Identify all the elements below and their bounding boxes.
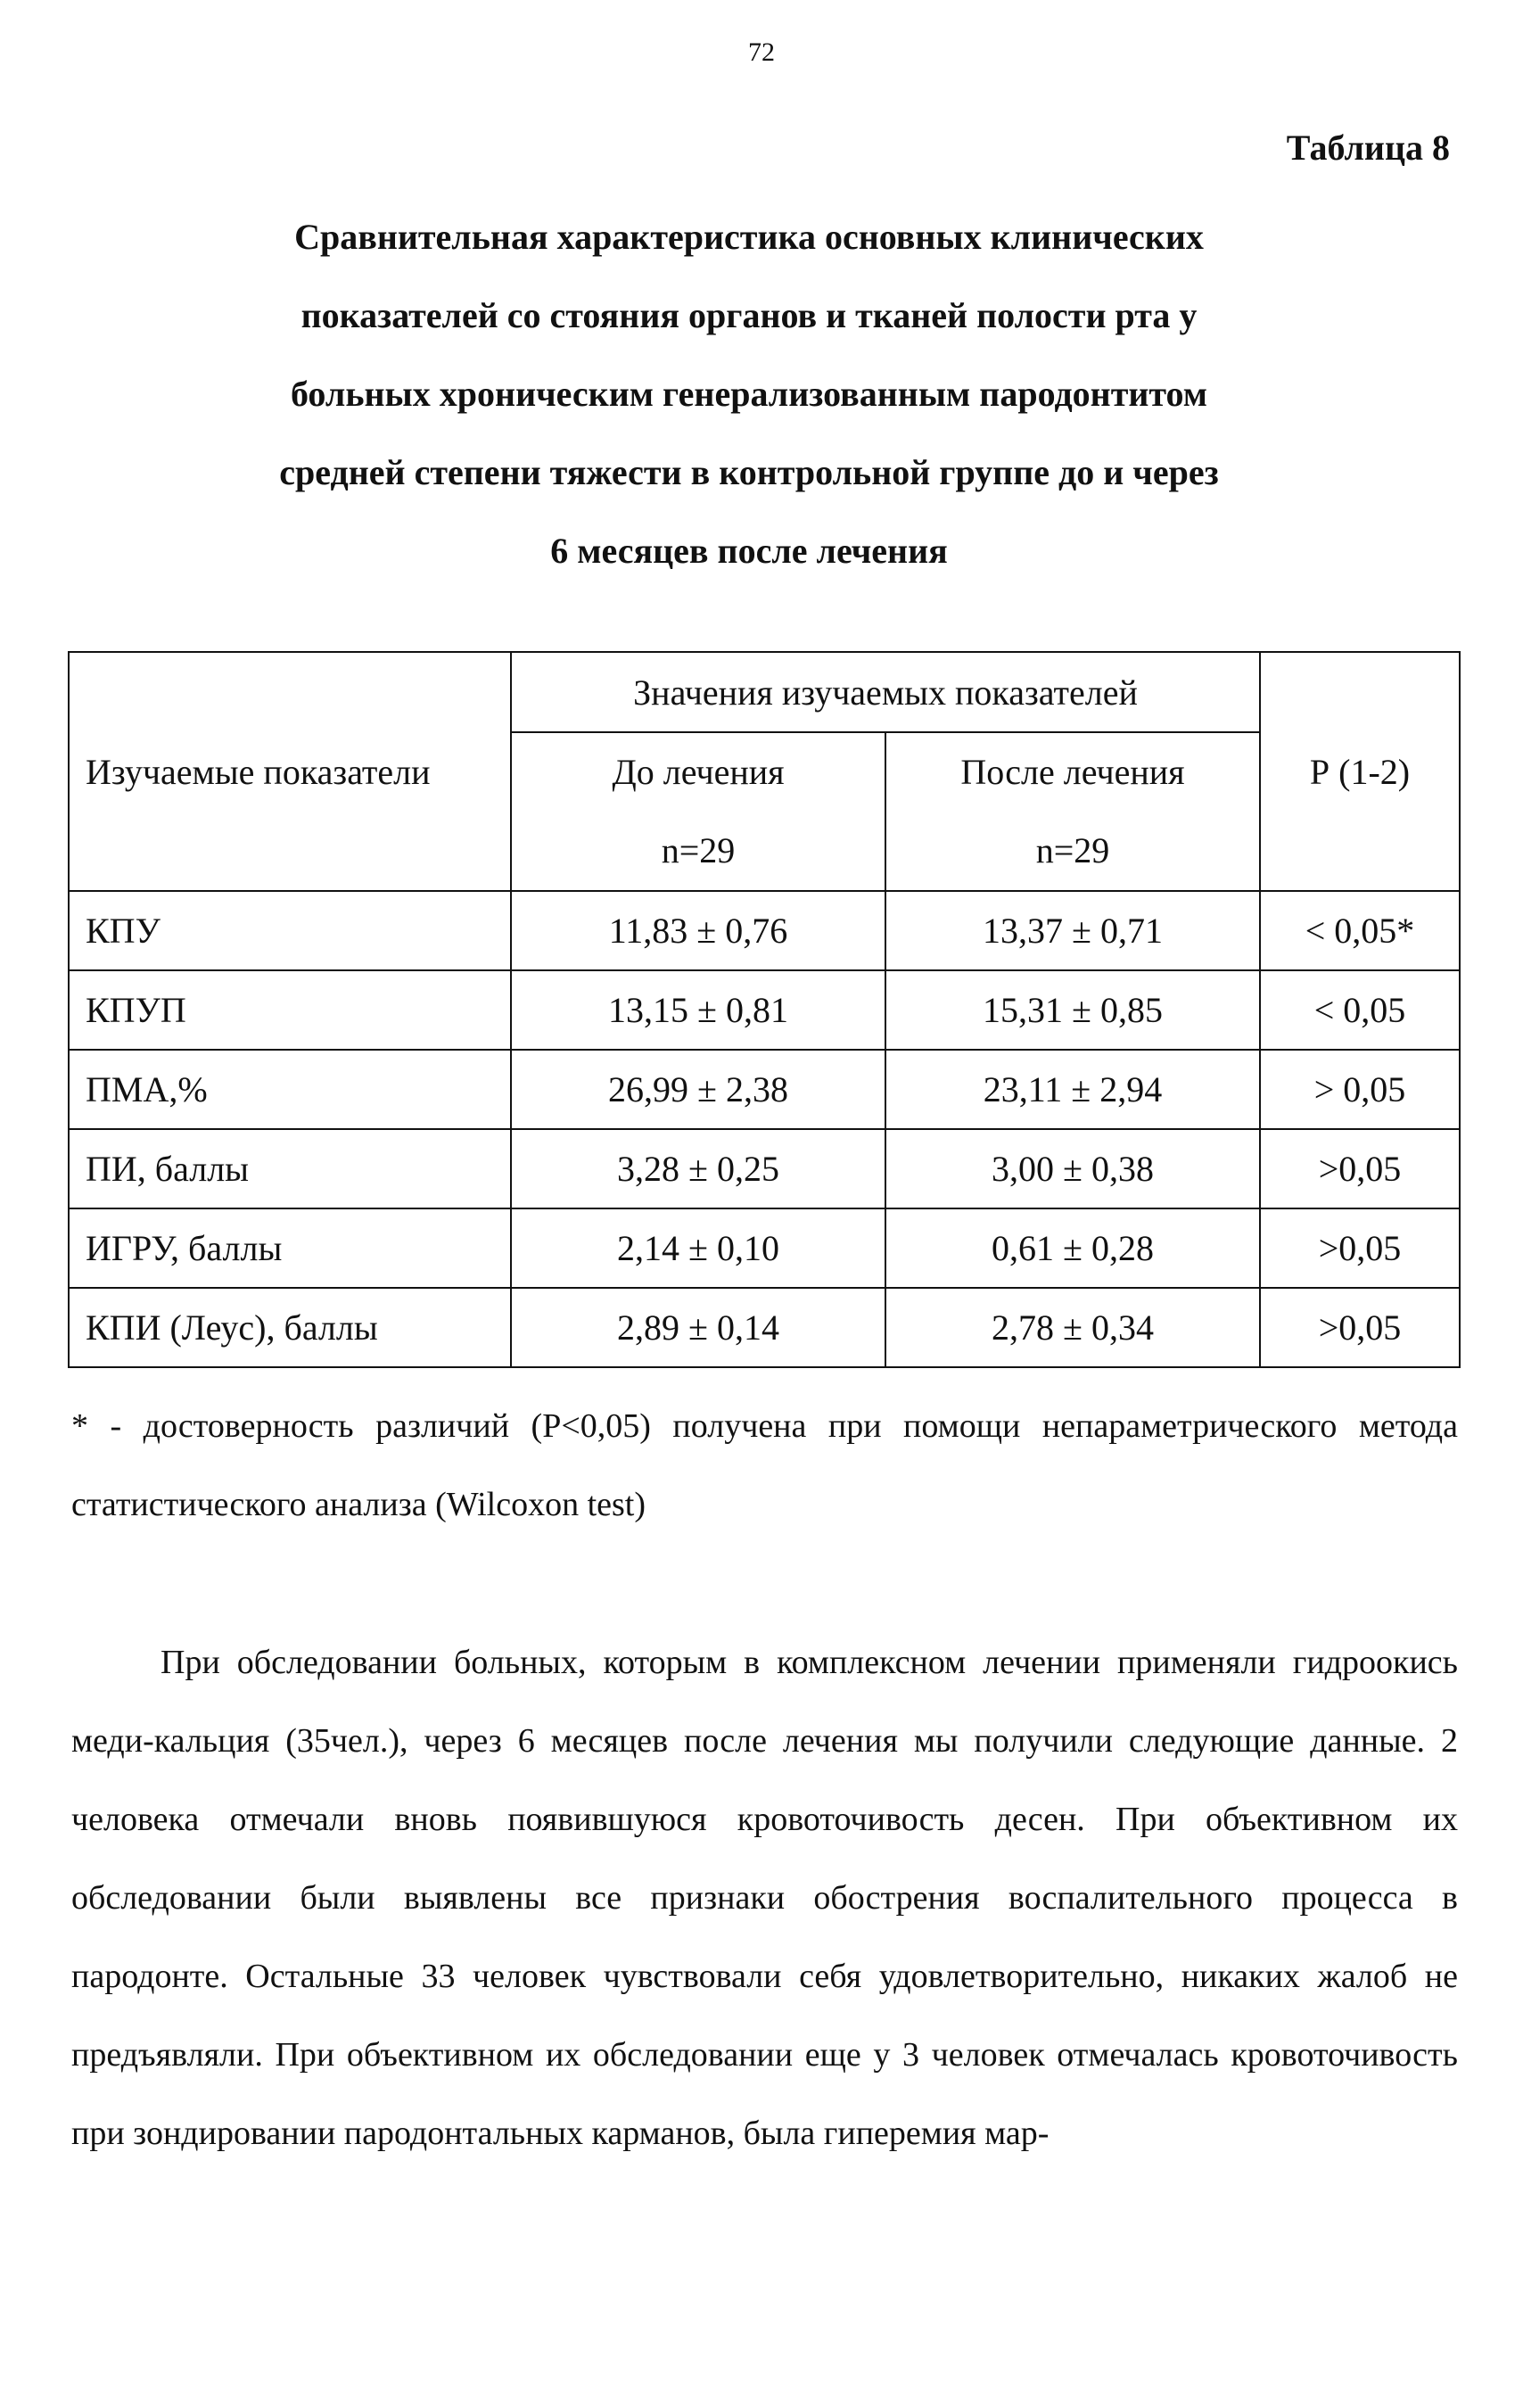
cell-p: < 0,05 xyxy=(1260,970,1460,1050)
table-row xyxy=(69,1208,1460,1288)
table-footnote: * - достоверность различий (Р<0,05) получена при помощи непараметрического метода статистического анализа (Wilcoxon test) xyxy=(71,1407,1458,1523)
header-before xyxy=(511,732,885,891)
cell-after: 15,31 ± 0,85 xyxy=(885,970,1260,1050)
table-label: Таблица 8 xyxy=(1286,128,1450,168)
cell-name: ПИ, баллы xyxy=(69,1129,511,1208)
header-p: Р (1-2) xyxy=(1260,652,1460,891)
caption-line: показателей со стояния органов и тканей полости рта у xyxy=(300,295,1198,335)
cell-after: 2,78 ± 0,34 xyxy=(885,1288,1260,1367)
header-group: Значения изучаемых показателей xyxy=(511,652,1260,732)
cell-p: >0,05 xyxy=(1260,1208,1460,1288)
cell-before: 13,15 ± 0,81 xyxy=(511,970,885,1050)
body-paragraph: При обследовании больных, которым в комплексном лечении применяли гидроокись меди-кальция (35чел.), через 6 месяцев после лечения мы получили следующие данные. 2 человека отмечали вновь появившуюся кровоточивость десен. При объективном их обследовании были выявлены все признаки обострения воспалительного процесса в пародонте. Остальные 33 человек чувствовали себя удовлетворительно, никаких жалоб не предъявляли. При объективном их обследовании еще у 3 человек отмечалась кровоточивость при зондировании пародонтальных карманов, была гиперемия мар- xyxy=(71,1644,1458,2152)
header-after xyxy=(885,732,1260,891)
cell-before: 3,28 ± 0,25 xyxy=(511,1129,885,1208)
header-after-label: После лечения xyxy=(960,752,1185,792)
results-table xyxy=(68,651,1461,1368)
cell-p: > 0,05 xyxy=(1260,1050,1460,1129)
table-row xyxy=(69,1050,1460,1129)
caption-line: 6 месяцев после лечения xyxy=(550,531,948,571)
cell-name: КПУ xyxy=(69,891,511,970)
table-row xyxy=(69,970,1460,1050)
caption-line: Сравнительная характеристика основных клинических xyxy=(294,217,1204,257)
header-before-label: До лечения xyxy=(612,752,785,792)
cell-after: 3,00 ± 0,38 xyxy=(885,1129,1260,1208)
cell-name: ПМА,% xyxy=(69,1050,511,1129)
cell-name: ИГРУ, баллы xyxy=(69,1208,511,1288)
cell-p: >0,05 xyxy=(1260,1129,1460,1208)
cell-p: >0,05 xyxy=(1260,1288,1460,1367)
cell-after: 23,11 ± 2,94 xyxy=(885,1050,1260,1129)
cell-p: < 0,05* xyxy=(1260,891,1460,970)
table-row xyxy=(69,1288,1460,1367)
header-before-n: n=29 xyxy=(661,830,736,870)
header-indicator: Изучаемые показатели xyxy=(69,652,511,891)
cell-after: 13,37 ± 0,71 xyxy=(885,891,1260,970)
table-row xyxy=(69,891,1460,970)
cell-before: 2,14 ± 0,10 xyxy=(511,1208,885,1288)
table-row xyxy=(69,1129,1460,1208)
cell-before: 11,83 ± 0,76 xyxy=(511,891,885,970)
cell-before: 2,89 ± 0,14 xyxy=(511,1288,885,1367)
cell-before: 26,99 ± 2,38 xyxy=(511,1050,885,1129)
page-number: 72 xyxy=(748,37,775,67)
cell-after: 0,61 ± 0,28 xyxy=(885,1208,1260,1288)
caption-line: средней степени тяжести в контрольной группе до и через xyxy=(279,452,1219,492)
table-caption xyxy=(134,198,1364,590)
cell-name: КПИ (Леус), баллы xyxy=(69,1288,511,1367)
caption-line: больных хроническим генерализованным пародонтитом xyxy=(290,374,1208,414)
cell-name: КПУП xyxy=(69,970,511,1050)
header-after-n: n=29 xyxy=(1035,830,1110,870)
